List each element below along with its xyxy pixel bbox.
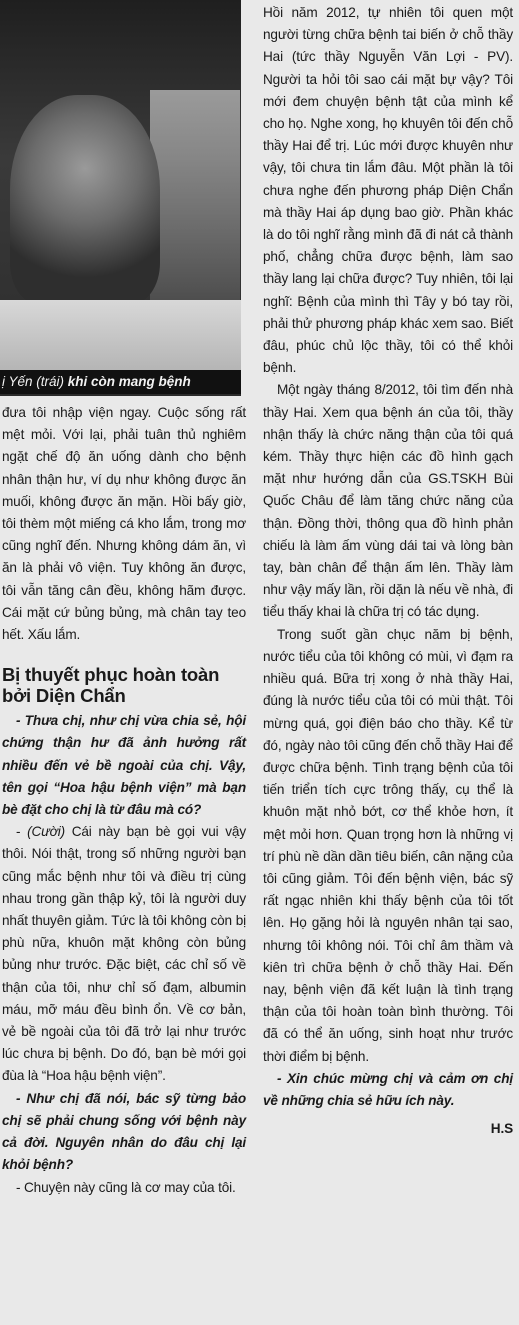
author-signature: H.S (490, 1121, 513, 1137)
right-column (263, 2, 513, 1140)
closing-question: - Xin chúc mừng chị và cảm ơn chị về những chia sẻ hữu ích này. (263, 1070, 513, 1108)
left-column (2, 402, 246, 1199)
left-paragraph-1: đưa tôi nhập viện ngay. Cuộc sống rất mệt mỏi. Với lại, phải tuân thủ nghiêm ngặt chế độ ăn uống dành cho bệnh nhân thận hư, ví dụ như không được ăn muối, không được ăn mặn. Hồi bấy giờ, tôi thèm một miếng cá kho lắm, trong mơ cũng nghĩ đến. Nhưng không dám ăn, vì ăn là phải vô viện. Tuy không ăn được, tôi vẫn tăng cân đều, không hãm được. Cái mặt cứ bủng bủng, mà chân tay teo hết. Xấu lắm. (2, 405, 246, 643)
interview-photo (0, 0, 241, 396)
photo-caption (0, 370, 241, 394)
caption-rest: khi còn mang bệnh (64, 374, 191, 389)
right-paragraph-1: Hồi năm 2012, tự nhiên tôi quen một người từng chữa bệnh tai biến ở chỗ thầy Hai (tức thầy Nguyễn Văn Lợi - PV). Người ta hỏi tôi sao cái mặt bự vậy? Tôi mới đem chuyện bệnh tật của mình kể cho họ. Nghe xong, họ khuyên tôi đến chỗ thầy Hai để trị. Lúc mới được khuyên như vậy, tôi chưa tin lắm đâu. Một phần là tôi chưa nghe đến phương pháp Diện Chẩn mà thầy Hai áp dụng bao giờ. Phần khác là do tôi nghĩ rằng mình đã đi nát cả thành phố, chẳng chữa được bệnh, làm sao thầy lang lại chữa được? Tuy nhiên, tôi lại nghĩ: Bệnh của mình thì Tây y bó tay rồi, phải thử phương pháp khác xem sao. Biết đâu, phúc chủ lộc thầy, tôi có thể khỏi bệnh. (263, 5, 513, 376)
question-2: - Như chị đã nói, bác sỹ từng bảo chị sẽ phải chung sống với bệnh này cả đời. Nguyên nhân do đâu chị lại khỏi bệnh? (2, 1090, 246, 1173)
right-paragraph-2: Một ngày tháng 8/2012, tôi tìm đến nhà thầy Hai. Xem qua bệnh án của tôi, thầy nhận thấy là chức năng thận của tôi quá kém. Thầy thực hiện các đồ hình gạch mặt như hướng dẫn của GS.TSKH Bùi Quốc Châu để làm tăng chức năng của thận. Đồng thời, thông qua đồ hình phản chiếu là làm ấm vùng dái tai và lòng bàn tay, bàn chân để thận ấm lên. Thầy làm như vậy mấy lần, rồi dặn là nếu về nhà, đi tiểu thấy khai là chữa trị có tác dụng. (263, 382, 513, 620)
caption-paren: (trái) (36, 374, 65, 389)
answer-1-laugh: (Cười) (27, 824, 65, 840)
photo-subject (10, 95, 160, 305)
answer-1 (2, 821, 246, 1087)
answer-1-prefix: - (16, 824, 28, 840)
right-paragraph-3: Trong suốt gần chục năm bị bệnh, nước tiểu của tôi không có mùi, vì đạm ra nhiều quá. Bữa trị xong ở nhà thầy Hai, đúng là nước tiểu của tôi có mùi thật. Tôi mừng quá, gọi điện báo cho thầy. Kể từ đó, ngày nào tôi cũng đến chỗ thầy Hai để được chữa bệnh. Tình trạng bệnh của tôi tiến triển tích cực trông thấy, cụ thể là khuôn mặt nhỏ bớt, cơ thể khỏe hơn, ít mệt mỏi hơn. Quan trọng hơn là những vị trí phù nề dần dần tiêu biến, cân nặng của tôi cũng giảm. Tôi đến bệnh viện, bác sỹ rất ngạc nhiên khi thấy bệnh của tôi tốt lên. Họ gặng hỏi là nguyên nhân tại sao, nhưng tôi không nói. Tôi chỉ âm thầm và kiên trì chữa bệnh ở chỗ thầy Hai. Đến nay, bệnh viện đã kết luận là tình trạng thận của tôi hoàn toàn bình thường. Tôi đã có thể ăn uống, sinh hoạt như trước thời điểm bị bệnh. (263, 626, 513, 1064)
caption-name: ị Yến (2, 374, 37, 389)
answer-1-text: Cái này bạn bè gọi vui vậy thôi. Nói thật, trong số những người bạn cũng mắc bệnh như tôi và điều trị cùng nhau trong gần thập kỷ, tôi là người duy nhất thuyên giảm. Tức là tôi không còn bị phù nữa, khuôn mặt không còn bủng bủng như trước. Đặc biệt, các chỉ số về thận của tôi, như chỉ số đạm, albumin máu, mỡ máu đều bình ổn. Về cơ bản, vẻ bề ngoài của tôi đã trở lại như trước lúc chưa bị bệnh. Do đó, bạn bè mới gọi đùa là “Hoa hậu bệnh viện”. (2, 824, 246, 1084)
answer-2: - Chuyện này cũng là cơ may của tôi. (16, 1179, 236, 1195)
section-heading: Bị thuyết phục hoàn toàn bởi Diện Chẩn (2, 664, 220, 707)
photo-foreground (0, 300, 241, 370)
question-1: - Thưa chị, như chị vừa chia sẻ, hội chứng thận hư đã ảnh hưởng rất nhiều đến vẻ bề ngoài của chị. Vậy, tên gọi “Hoa hậu bệnh viện” mà bạn bè đặt cho chị là từ đâu mà có? (2, 713, 246, 818)
